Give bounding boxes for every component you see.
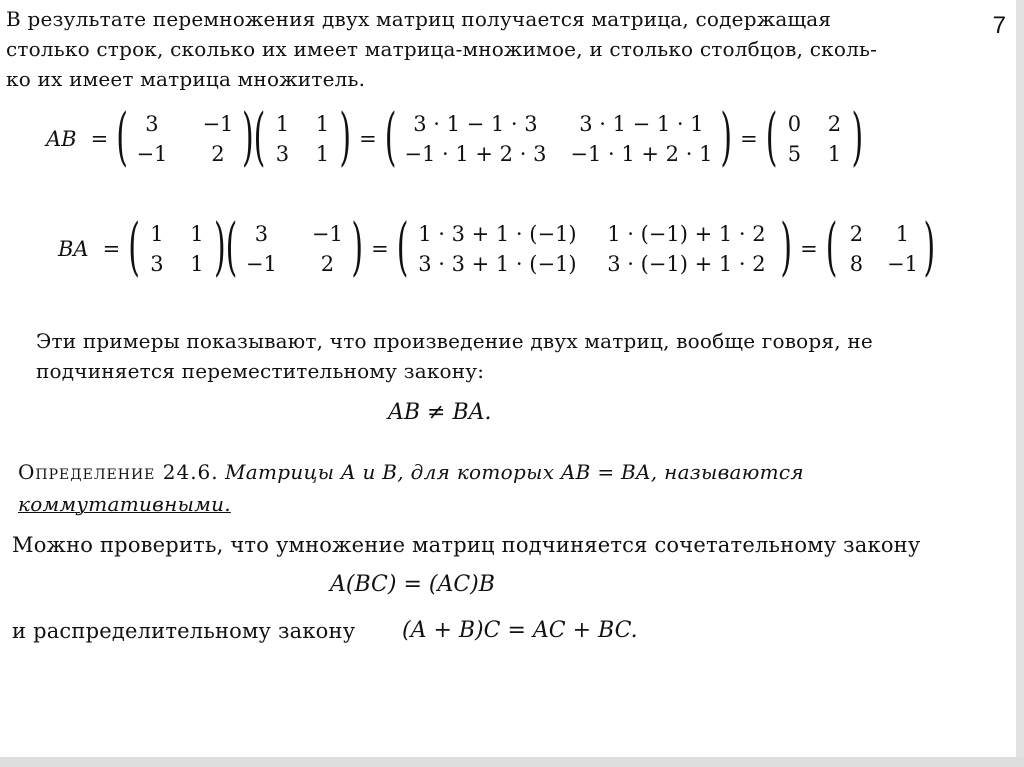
page-edge-bottom xyxy=(0,757,1024,767)
matrix-cell: −1 xyxy=(245,252,277,276)
matrix-cell: 2 xyxy=(827,112,842,136)
equation-ab-label: AB xyxy=(46,127,77,151)
matrix-cell: 2 xyxy=(211,142,225,166)
matrix-cell: −1 · 1 + 2 · 1 xyxy=(570,142,713,166)
matrix-cell: −1 xyxy=(311,222,343,246)
page-number: 7 xyxy=(992,12,1006,39)
matrix-cell: 3 · 1 − 1 · 3 xyxy=(413,112,538,136)
matrix-cell: 1 · 3 + 1 · (−1) xyxy=(418,222,577,246)
matrix-cell: 3 xyxy=(254,222,269,246)
matrix-cell: 2 xyxy=(849,222,864,246)
matrix-cell: 5 xyxy=(787,142,802,166)
matrix-cell: −1 · 1 + 2 · 3 xyxy=(404,142,547,166)
intro-line-2: столько строк, сколько их имеет матрица-множимое, и столько столбцов, сколь- xyxy=(6,37,878,61)
intro-paragraph xyxy=(6,4,956,94)
distrib-formula: (A + B)C = AC + BC. xyxy=(402,618,638,643)
matrix-cell: 1 xyxy=(827,142,842,166)
matrix-cell: 3 xyxy=(150,252,164,276)
matrix-result: ( 0 2 5 1 ) xyxy=(765,101,864,175)
intro-line-1: В результате перемножения двух матриц получается матрица, содержащая xyxy=(6,7,832,31)
matrix-cell: 3 · 1 − 1 · 1 xyxy=(579,112,704,136)
matrix-cell: 1 xyxy=(150,222,164,246)
page-edge-right xyxy=(1016,0,1024,767)
equals-sign: = xyxy=(102,237,121,261)
assoc-text: Можно проверить, что умножение матриц подчиняется сочетательному закону xyxy=(12,533,921,557)
matrix-cell: 1 xyxy=(190,222,204,246)
matrix-b: ( 1 1 3 1 ) xyxy=(128,211,226,285)
matrix-cell: −1 xyxy=(202,112,234,136)
definition-line-1 xyxy=(18,456,978,488)
assoc-formula: A(BC) = (AC)B xyxy=(330,572,495,597)
definition-body-2: коммутативными. xyxy=(18,492,231,516)
matrix-cell: 1 xyxy=(315,112,330,136)
matrix-cell: 3 xyxy=(145,112,159,136)
matrix-cell: 1 xyxy=(895,222,910,246)
equals-sign: = xyxy=(740,127,758,151)
matrix-cell: 1 · (−1) + 1 · 2 xyxy=(607,222,766,246)
equation-ba-label: BA xyxy=(58,237,89,261)
equation-ab xyxy=(46,101,864,212)
matrix-product-expansion: ( 1 · 3 + 1 · (−1) 1 · (−1) + 1 · 2 3 · 3 + 1 · (−1) 3 · (−1) + 1 · 2 ) xyxy=(396,211,793,285)
matrix-cell: 3 · 3 + 1 · (−1) xyxy=(418,252,577,276)
definition-line-2 xyxy=(18,488,978,520)
equals-sign: = xyxy=(90,127,109,151)
examples-line-1: Эти примеры показывают, что произведение двух матриц, вообще говоря, не xyxy=(36,329,873,353)
matrix-product-expansion: ( 3 · 1 − 1 · 3 3 · 1 − 1 · 1 −1 · 1 + 2 · 3 −1 · 1 + 2 · 1 ) xyxy=(384,101,733,175)
equals-sign: = xyxy=(371,237,389,261)
definition-block xyxy=(18,456,978,520)
matrix-cell: −1 xyxy=(136,142,168,166)
equation-ba xyxy=(58,211,936,322)
matrix-cell: 2 xyxy=(320,252,335,276)
examples-paragraph xyxy=(36,326,996,386)
matrix-a: ( 3 −1 −1 2 ) xyxy=(116,101,254,175)
matrix-b: ( 1 1 3 1 ) xyxy=(253,101,352,175)
noncommute-formula: AB ≠ BA. xyxy=(388,400,492,425)
matrix-cell: 3 xyxy=(275,142,290,166)
matrix-cell: 1 xyxy=(275,112,290,136)
examples-line-2: подчиняется переместительному закону: xyxy=(36,359,485,383)
definition-heading: Определение 24.6. xyxy=(18,460,219,484)
matrix-a: ( 3 −1 −1 2 ) xyxy=(225,211,364,285)
matrix-cell: −1 xyxy=(886,252,918,276)
matrix-cell: 1 xyxy=(190,252,204,276)
matrix-cell: 0 xyxy=(787,112,802,136)
matrix-cell: 8 xyxy=(849,252,864,276)
matrix-cell: 1 xyxy=(315,142,330,166)
distrib-text: и распределительному закону xyxy=(12,619,356,643)
equals-sign: = xyxy=(800,237,818,261)
equals-sign: = xyxy=(359,127,377,151)
matrix-cell: 3 · (−1) + 1 · 2 xyxy=(607,252,766,276)
definition-body-1: Матрицы A и B, для которых AB = BA, называются xyxy=(225,460,804,484)
intro-line-3: ко их имеет матрица множитель. xyxy=(6,67,366,91)
matrix-result: ( 2 1 8 −1 ) xyxy=(825,211,936,285)
